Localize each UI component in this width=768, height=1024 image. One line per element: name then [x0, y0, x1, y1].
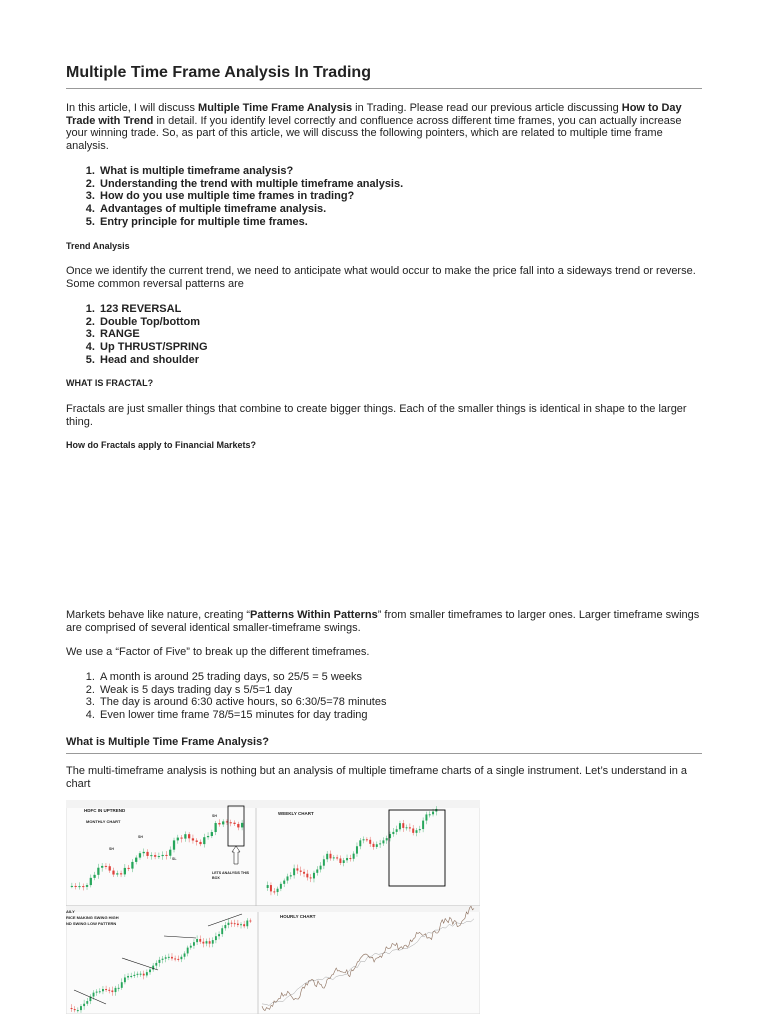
- list-item: 1. A month is around 25 trading days, so 25/5 = 5 weeks: [98, 671, 386, 684]
- svg-text:SH: SH: [212, 814, 217, 818]
- list-item: 4. Advantages of multiple timeframe analysis.: [98, 203, 403, 216]
- svg-text:AILY: AILY: [66, 909, 75, 914]
- factors-list: [66, 671, 386, 722]
- fractal-markets-heading: How do Fractals apply to Financial Markets?: [66, 440, 257, 450]
- list-item: 2. Double Top/bottom: [98, 316, 208, 329]
- list-item: 1. 123 REVERSAL: [98, 303, 208, 316]
- patterns-list: [66, 303, 208, 367]
- svg-text:RICE MAKING SWING HIGH: RICE MAKING SWING HIGH: [66, 915, 119, 920]
- list-item: 3. RANGE: [98, 328, 208, 341]
- list-item: 2. Understanding the trend with multiple timeframe analysis.: [98, 178, 403, 191]
- link-multiple-time-frame-analysis: Multiple Time Frame Analysis: [198, 102, 353, 114]
- list-item: 5. Head and shoulder: [98, 354, 208, 367]
- list-item: 5. Entry principle for multiple time frames.: [98, 216, 403, 229]
- multi-timeframe-chart-image: [66, 800, 480, 1014]
- page-title: Multiple Time Frame Analysis In Trading: [66, 64, 702, 89]
- lets-analysis-label-2: BOX: [212, 876, 220, 880]
- monthly-title: HDFC IN UPTREND: [84, 808, 126, 813]
- markets-paragraph: Markets behave like nature, creating “Patterns Within Patterns” from smaller timeframes to larger ones. Larger timeframe swings are comprised of several identical smaller-timeframe swings.: [66, 609, 700, 634]
- fractal-heading: WHAT IS FRACTAL?: [66, 378, 154, 388]
- trend-paragraph: Once we identify the current trend, we need to anticipate what would occur to make the price fall into a sideways trend or reverse. Some common reversal patterns are: [66, 265, 696, 290]
- lets-analysis-label: LETS ANALYSIS THIS: [212, 871, 250, 875]
- weekly-title: WEEKLY CHART: [278, 811, 314, 816]
- link-how-to-day-trade[interactable]: How to Day Trade with Trend: [66, 102, 682, 127]
- trend-analysis-heading: Trend Analysis: [66, 241, 130, 251]
- list-item: 3. The day is around 6:30 active hours, so 6:30/5=78 minutes: [98, 696, 386, 709]
- svg-text:SH: SH: [109, 847, 114, 851]
- svg-text:SL: SL: [172, 857, 177, 861]
- list-item: 2. Weak is 5 days trading day s 5/5=1 day: [98, 684, 386, 697]
- hourly-title: HOURLY CHART: [280, 914, 316, 919]
- intro-paragraph: In this article, I will discuss Multiple Time Frame Analysis in Trading. Please read our previous article discussing How to Day Trade with Trend in detail. If you identify level correctly and confluence across different time frames, you can actually increase your winning trade. So, as part of this article, we will discuss the following pointers, which are related to multiple time frame analysis.: [66, 102, 682, 152]
- list-item: 3. How do you use multiple time frames in trading?: [98, 190, 403, 203]
- list-item: 1. What is multiple timeframe analysis?: [98, 165, 403, 178]
- mtfa-heading: What is Multiple Time Frame Analysis?: [66, 736, 702, 754]
- svg-text:SH: SH: [138, 835, 143, 839]
- svg-text:ND SWING LOW PATTERN: ND SWING LOW PATTERN: [66, 921, 117, 926]
- list-item: 4. Even lower time frame 78/5=15 minutes for day trading: [98, 709, 386, 722]
- monthly-subtitle: MONTHLY CHART: [86, 819, 121, 824]
- factor-paragraph: We use a “Factor of Five” to break up the different timeframes.: [66, 646, 370, 658]
- fractal-paragraph: Fractals are just smaller things that combine to create bigger things. Each of the smaller things is identical in shape to the larger thing.: [66, 403, 687, 428]
- list-item: 4. Up THRUST/SPRING: [98, 341, 208, 354]
- mtfa-paragraph: The multi-timeframe analysis is nothing but an analysis of multiple timeframe charts of a single instrument. Let’s understand in a chart: [66, 765, 687, 790]
- pointers-list: [66, 165, 403, 229]
